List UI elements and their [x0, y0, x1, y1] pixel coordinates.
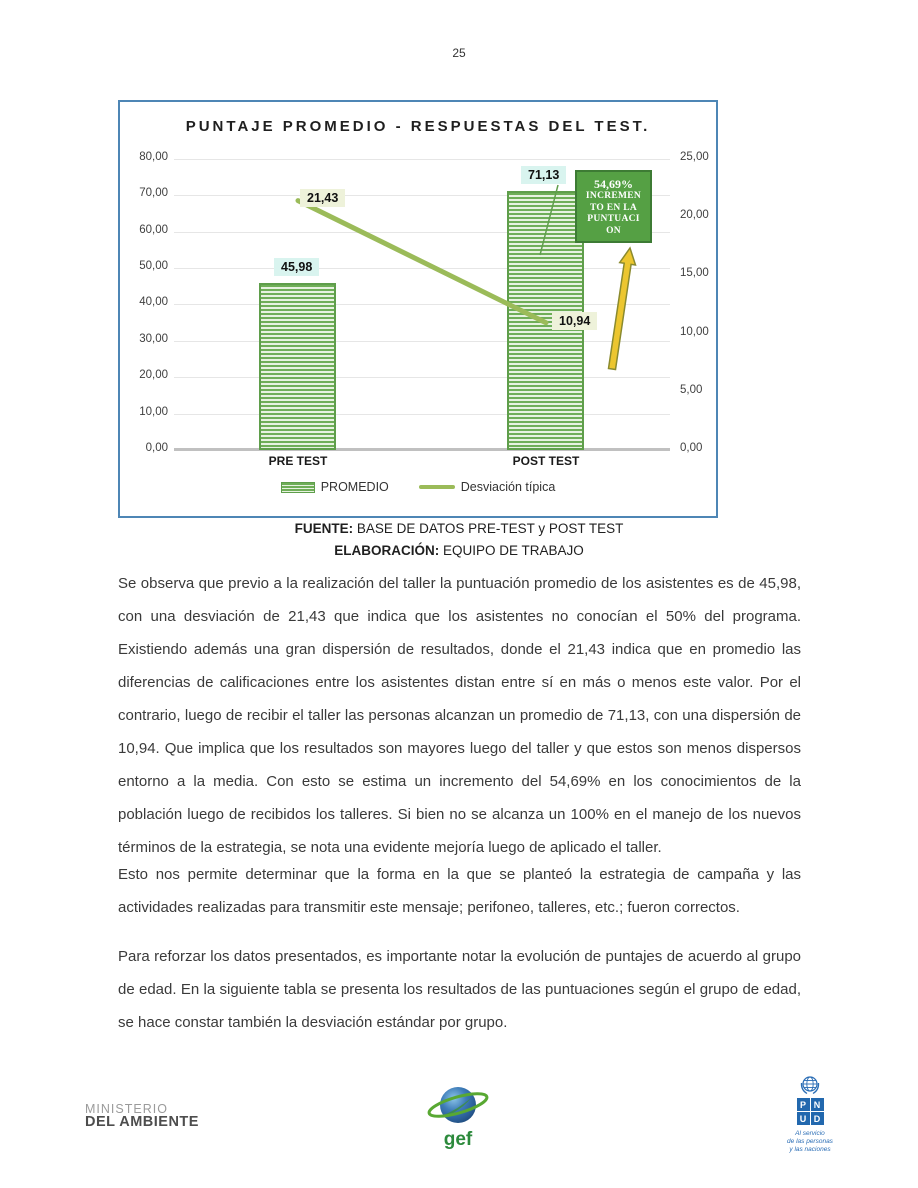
left-axis-tick: 60,00 [139, 224, 168, 236]
bar-label-pre: 45,98 [274, 258, 319, 276]
gridline [174, 268, 670, 269]
gridline [174, 159, 670, 160]
gef-globe-icon [413, 1082, 503, 1128]
right-axis-tick: 15,00 [680, 267, 709, 279]
left-axis-tick: 80,00 [139, 151, 168, 163]
left-axis-tick: 0,00 [145, 442, 168, 454]
legend-label: Desviación típica [460, 480, 556, 494]
annotation-line: TO EN LA [589, 202, 638, 213]
gridline [174, 304, 670, 305]
left-axis-tick: 40,00 [139, 296, 168, 308]
category-label-post-test: POST TEST [512, 454, 580, 468]
legend-item-promedio [281, 480, 389, 494]
annotation-box [575, 170, 652, 243]
fuente-caption [118, 521, 800, 536]
pnud-letter: N [811, 1098, 824, 1111]
elaboracion-text: EQUIPO DE TRABAJO [439, 543, 584, 558]
gef-wordmark: gef [443, 1129, 473, 1150]
line-swatch-icon [419, 485, 455, 489]
pnud-tagline-line: Al servicio [795, 1130, 825, 1137]
page-number: 25 [452, 46, 466, 60]
ministerio-line1: MINISTERIO [85, 1102, 168, 1116]
category-label-pre-test: PRE TEST [268, 454, 328, 468]
annotation-percent: 54,69% [594, 177, 633, 191]
gridline [174, 377, 670, 378]
legend-label: PROMEDIO [320, 480, 389, 494]
right-axis-tick: 25,00 [680, 151, 709, 163]
pnud-tagline-line: de las personas [787, 1138, 833, 1145]
x-axis-line [174, 448, 670, 451]
pnud-tagline [787, 1130, 833, 1154]
annotation-line: PUNTUACI [587, 214, 640, 224]
paragraph-2: Esto nos permite determinar que la forma en la que se planteó la estrategia de campaña y las actividades realizadas para transmitir este mensaje; perifoneo, talleres, etc.; fueron correctos. [118, 866, 801, 916]
gridline [174, 414, 670, 415]
left-axis-tick: 20,00 [139, 369, 168, 381]
gef-logo [413, 1082, 503, 1150]
annotation-line: ON [606, 225, 621, 236]
bar-swatch-icon [281, 482, 315, 493]
right-axis-tick: 5,00 [680, 384, 703, 396]
plot-area [174, 159, 670, 450]
increase-arrow-icon [609, 248, 636, 370]
bar-label-post: 71,13 [521, 166, 566, 184]
elaboracion-caption [118, 543, 800, 558]
left-axis-tick: 70,00 [139, 187, 168, 199]
pnud-letter: D [811, 1112, 824, 1125]
line-label-pre: 21,43 [300, 189, 345, 207]
right-axis-tick: 0,00 [680, 442, 703, 454]
line-label-post: 10,94 [552, 312, 597, 330]
un-emblem-icon [799, 1074, 821, 1096]
gridline [174, 341, 670, 342]
pnud-tagline-line: y las naciones [789, 1146, 831, 1153]
right-axis-tick: 20,00 [680, 209, 709, 221]
bar-pre-test [259, 283, 336, 450]
pnud-letter-grid [797, 1098, 824, 1125]
pnud-logo [784, 1074, 836, 1154]
elaboracion-label: ELABORACIÓN: [334, 543, 440, 558]
legend-item-desviacion [419, 480, 556, 494]
fuente-text: BASE DE DATOS PRE-TEST y POST TEST [353, 521, 624, 536]
pnud-letter: P [797, 1098, 810, 1111]
paragraph-1: Se observa que previo a la realización del taller la puntuación promedio de los asistentes es de 45,98, con una desviación de 21,43 que indica que los asistentes no conocían el 50% del programa. Existiendo además una gran dispersión de resultados, donde el 21,43 indica que en promedio las diferencias de calificaciones entre los asistentes distan entre sí en más o menos este valor. Por el contrario, luego de recibir el taller las personas alcanzan un promedio de 71,13, con una dispersión de 10,94. Que implica que los resultados son mayores luego del taller y que estos son menos dispersos entorno a la media. Con esto se estima un incremento del 54,69% en los conocimientos de la población luego de recibidos los talleres. Si bien no se alcanza un 100% en el manejo de los nuevos términos de la estrategia, se nota una evidente mejoría luego de aplicado el taller. [118, 575, 801, 856]
ministerio-ambiente-logo [85, 1103, 199, 1129]
left-axis-tick: 10,00 [139, 406, 168, 418]
annotation-line: INCREMEN [585, 191, 642, 201]
right-axis-tick: 10,00 [680, 326, 709, 338]
ministerio-line2: DEL AMBIENTE [85, 1114, 199, 1130]
left-axis-tick: 30,00 [139, 333, 168, 345]
chart-figure [118, 100, 718, 518]
fuente-label: FUENTE: [294, 521, 354, 536]
paragraph-3: Para reforzar los datos presentados, es importante notar la evolución de puntajes de acuerdo al grupo de edad. En la siguiente tabla se presenta los resultados de las puntuaciones según el grupo de edad, se hace constar también la desviación estándar por grupo. [118, 948, 801, 1031]
chart-title: PUNTAJE PROMEDIO - RESPUESTAS DEL TEST. [185, 118, 651, 135]
left-axis-tick: 50,00 [139, 260, 168, 272]
pnud-letter: U [797, 1112, 810, 1125]
chart-legend [120, 480, 716, 494]
